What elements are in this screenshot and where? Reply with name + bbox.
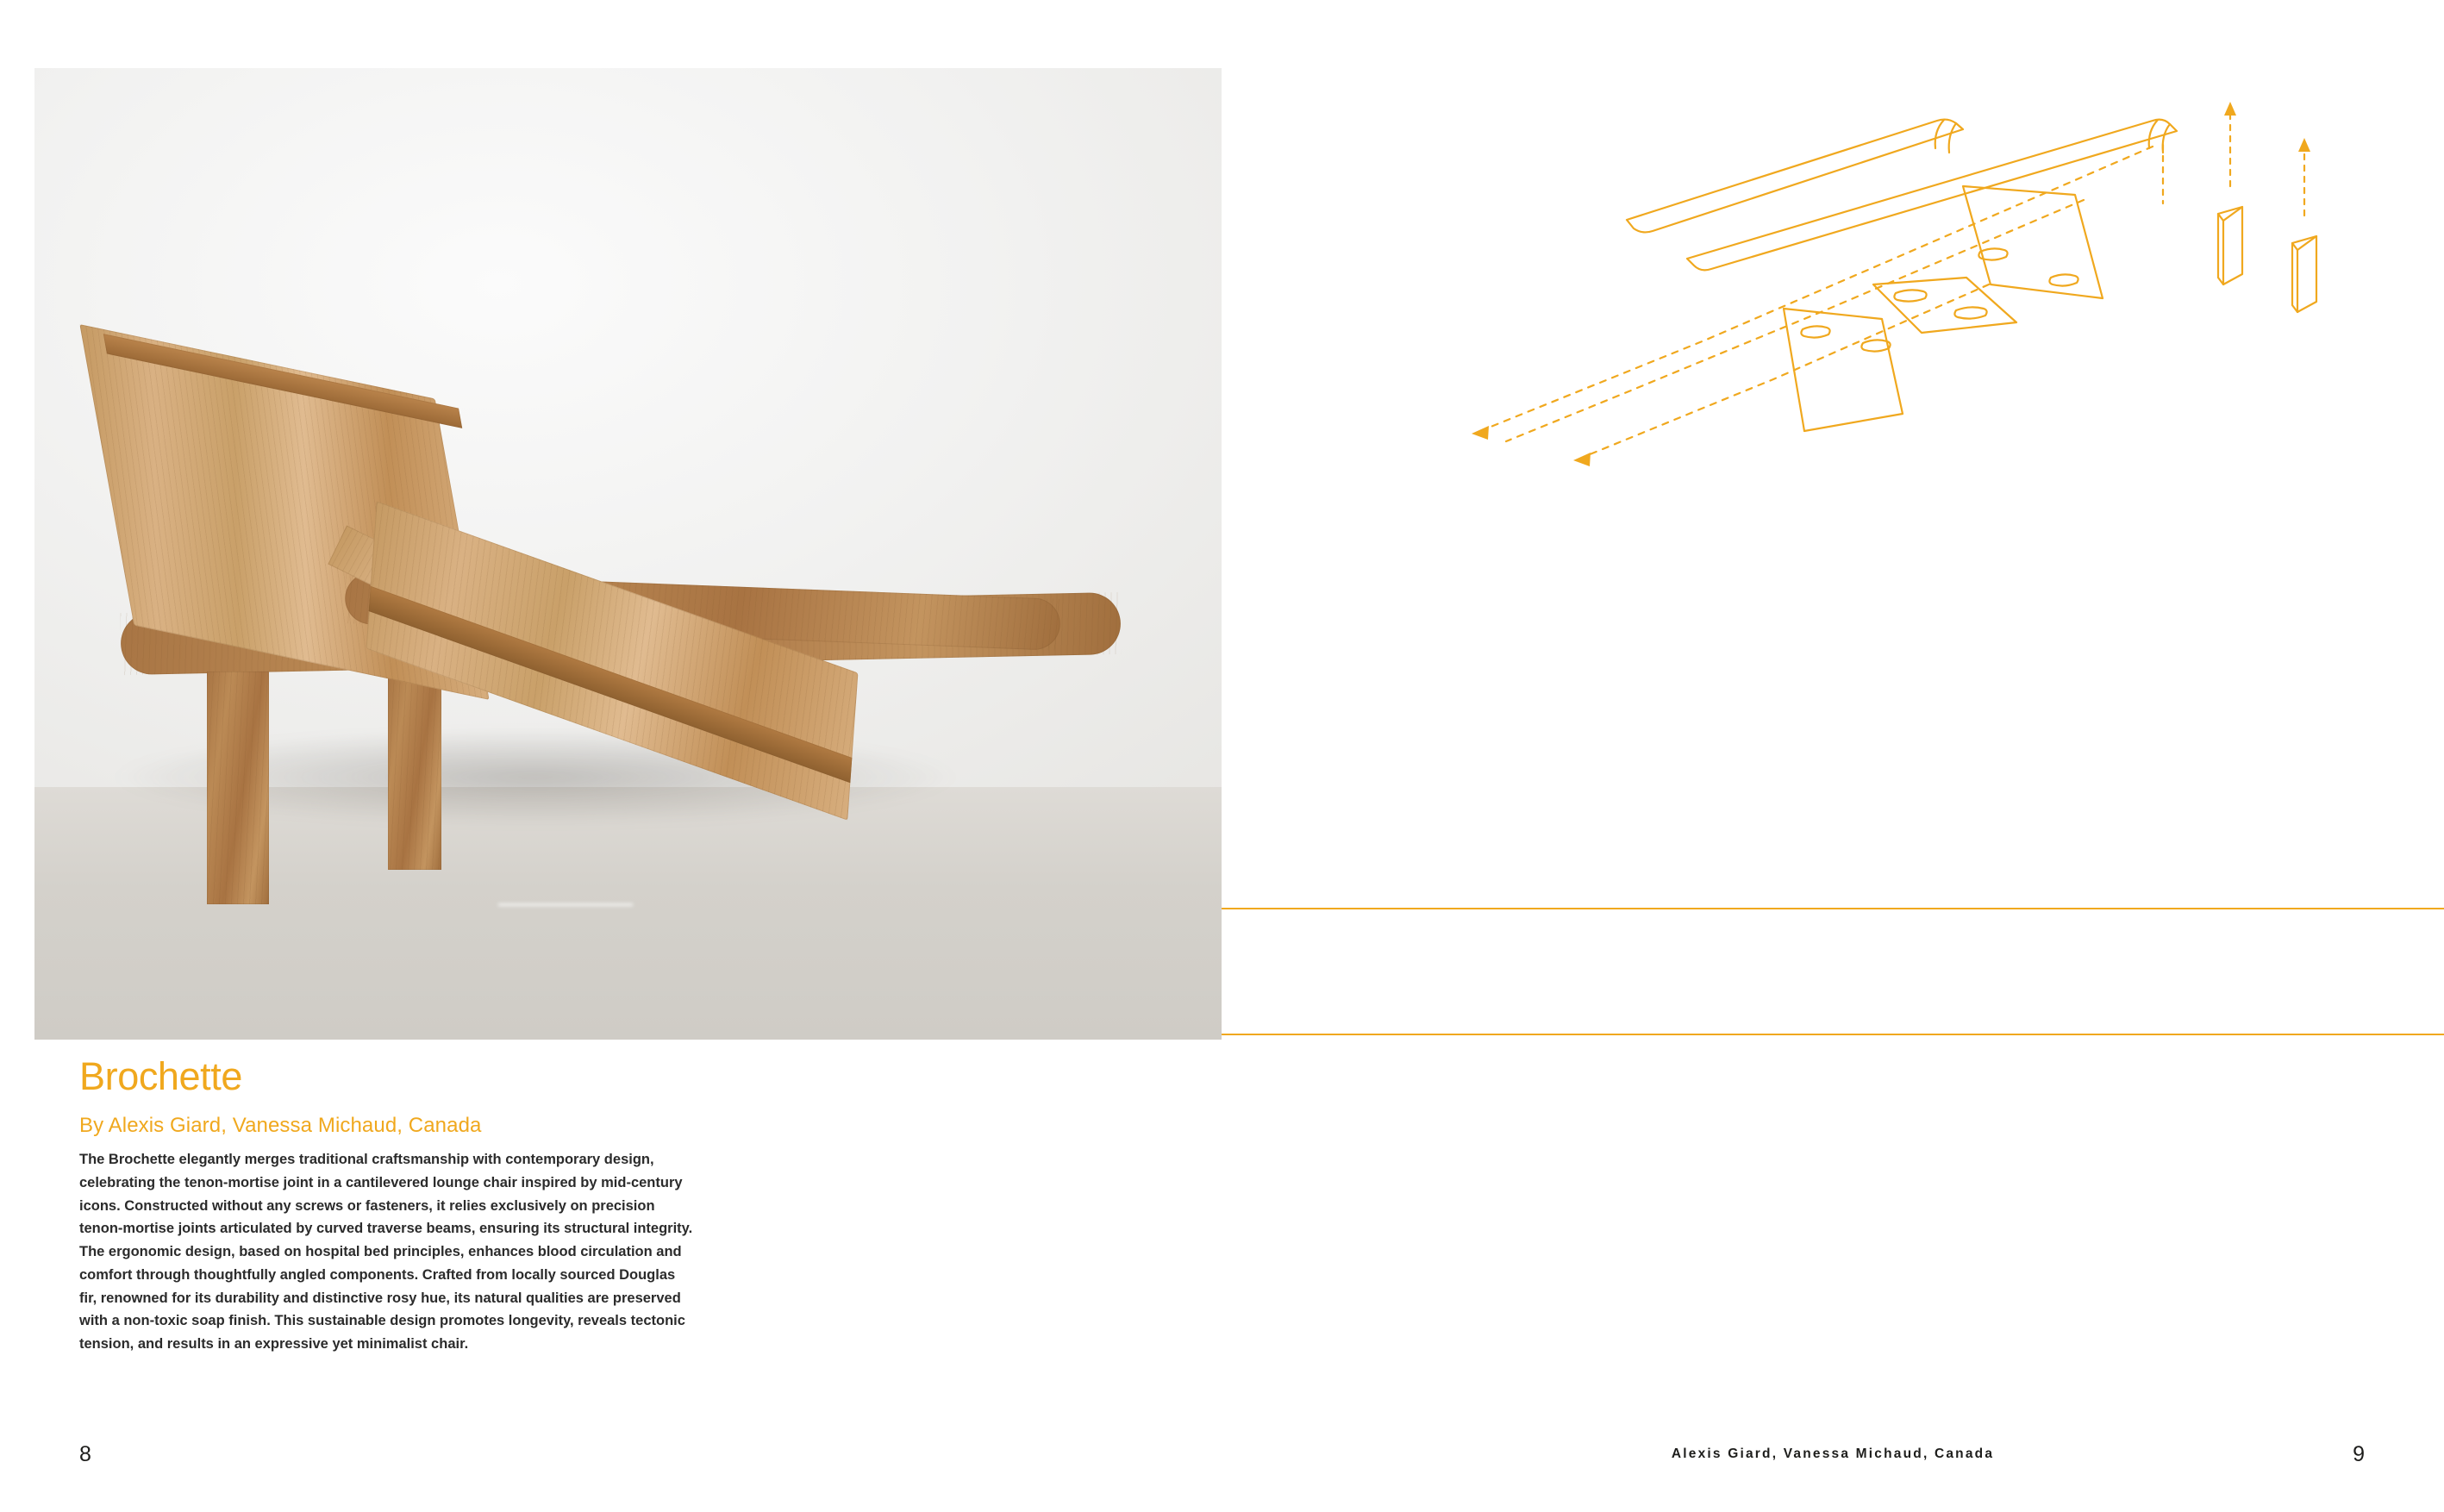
running-head: Alexis Giard, Vanessa Michaud, Canada	[1671, 1446, 1995, 1461]
lounge-chair	[34, 68, 1256, 1040]
page-title: Brochette	[79, 1054, 243, 1098]
arrowhead-down-left-b	[1573, 453, 1591, 466]
chair-leg-front	[207, 672, 269, 904]
right-page	[1222, 0, 2444, 1512]
technical-drawing	[1222, 0, 2444, 909]
beam-upper	[1627, 0, 2239, 232]
panel-front	[1784, 309, 1903, 431]
divider-rule-bottom	[1222, 1034, 2444, 1035]
chair-leg-rear	[388, 672, 441, 870]
caption-block	[79, 1056, 691, 1356]
divider-rule-top	[1222, 908, 2444, 909]
byline: By Alexis Giard, Vanessa Michaud, Canada	[79, 1114, 482, 1138]
product-photo	[34, 68, 1256, 1040]
body-text: The Brochette elegantly merges traditional craftsmanship with contemporary design, celebrating the tenon-mortise joint in a cantilevered lounge chair inspired by mid-century icons. Constructed without any screws or fasteners, it relies exclusively on precision tenon-mortise joints articulated by curved traverse beams, ensuring its structural integrity. The ergonomic design, based on hospital bed principles, enhances blood circulation and comfort through thoughtfully angled components. Crafted from locally sourced Douglas fir, renowned for its durability and distinctive rosy hue, its natural qualities are preserved with a non-toxic soap finish. This sustainable design promotes longevity, reveals tectonic tension, and results in an expressive yet minimalist chair.	[79, 1152, 693, 1352]
folio-left: 8	[79, 1442, 91, 1466]
assembly-guide-vertical	[2163, 110, 2304, 216]
tenon-peg-right	[2292, 236, 2316, 312]
tenon-peg-left	[2218, 207, 2242, 284]
exploded-axonometric-diagram	[1222, 0, 2444, 909]
arrowhead-up-right	[2298, 138, 2310, 152]
folio-right: 9	[2353, 1442, 2365, 1466]
arrowhead-down-left-a	[1472, 426, 1489, 440]
arrowhead-up-left	[2224, 102, 2236, 116]
